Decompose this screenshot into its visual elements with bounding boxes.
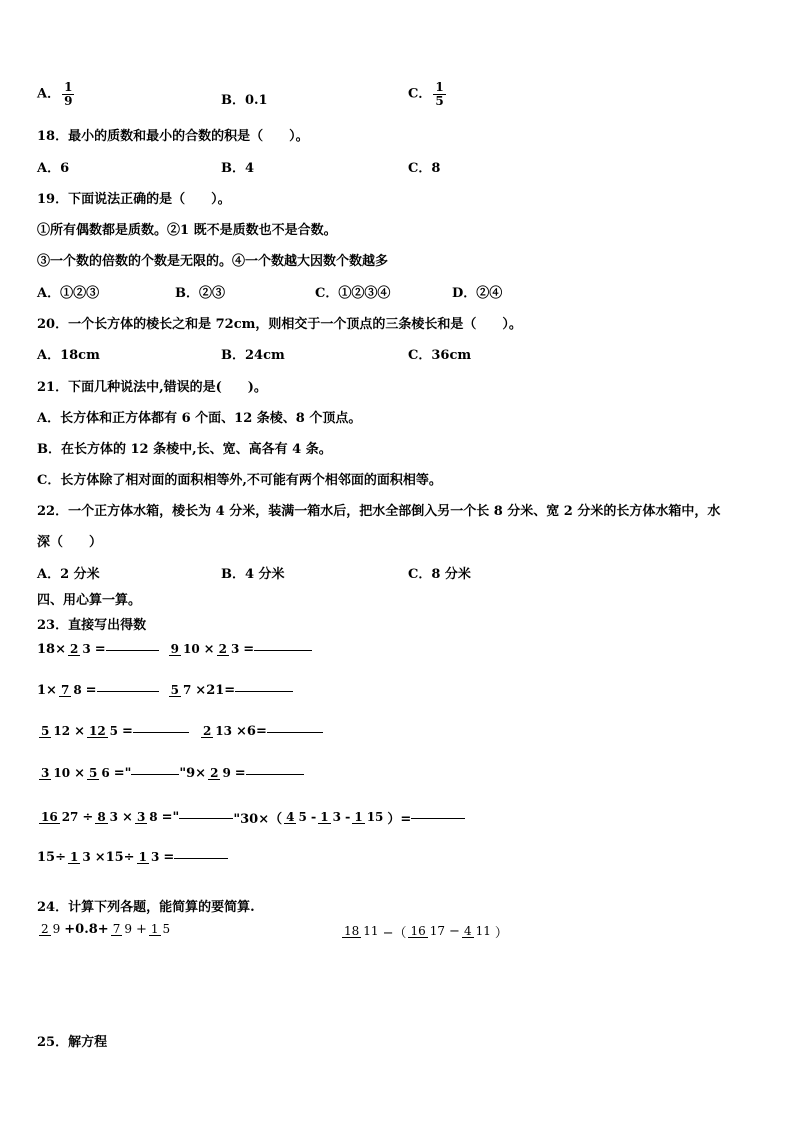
q20-option-a: A．18cm	[37, 348, 100, 363]
numerator: 1	[320, 809, 329, 824]
q25-stem: 25．解方程	[37, 1035, 108, 1050]
answer-blank[interactable]	[133, 731, 189, 733]
operator: ×	[74, 766, 85, 781]
numerator: 1	[138, 849, 147, 864]
expr-text: ×6=	[236, 724, 267, 739]
fraction	[39, 811, 80, 825]
equals-sign: ="	[113, 766, 132, 781]
fraction	[62, 81, 74, 107]
expr-text: −（	[382, 926, 407, 941]
q20-option-b: B．24cm	[221, 348, 285, 363]
denominator: 3	[109, 809, 119, 824]
fraction	[342, 925, 381, 939]
expr-text: "30×（	[233, 812, 283, 827]
operator: ×	[74, 724, 85, 739]
fraction	[68, 643, 93, 657]
expr-text: ）=	[387, 812, 412, 827]
fraction	[169, 684, 194, 698]
q22-stem-line-2: 深（ ）	[37, 535, 103, 550]
fraction	[39, 767, 72, 781]
denominator: 9	[124, 921, 132, 936]
q19-stem: 19．下面说法正确的是（ ）。	[37, 192, 231, 207]
numerator: 4	[286, 809, 295, 824]
answer-blank[interactable]	[97, 690, 159, 692]
fraction	[95, 811, 120, 825]
q23-stem: 23．直接写出得数	[37, 618, 147, 633]
q24-stem: 24．计算下列各题，能简算的要简算.	[37, 900, 255, 915]
q22-stem-line-1: 22．一个正方体水箱，棱长为 4 分米，装满一箱水后，把水全部倒入另一个长 8 分米、宽 2 分米的长方体水箱中，水	[37, 504, 721, 519]
denominator: 7	[182, 682, 192, 697]
denominator: 9	[64, 93, 73, 108]
equals-sign: =	[122, 724, 133, 739]
numerator: 16	[41, 809, 58, 824]
operator: ×	[203, 642, 215, 657]
operator: +	[135, 922, 147, 937]
fraction	[208, 767, 233, 781]
q23-row-4	[37, 766, 304, 781]
q22-option-b: B．4 分米	[221, 567, 285, 582]
q19-option-d: D．②④	[452, 286, 503, 301]
answer-blank[interactable]	[235, 690, 293, 692]
operator: −	[449, 924, 460, 939]
numerator: 5	[170, 682, 179, 697]
q23-row-3	[37, 724, 323, 739]
fraction	[135, 811, 160, 825]
expr-text: ）	[494, 926, 508, 941]
q21-option-c: C．长方体除了相对面的面积相等外,不可能有两个相邻面的面积相等。	[37, 473, 442, 488]
q19-option-a: A．①②③	[37, 286, 100, 301]
answer-blank[interactable]	[411, 817, 465, 819]
denominator: 6	[101, 765, 110, 780]
answer-blank[interactable]	[106, 649, 159, 651]
numerator: 1	[354, 809, 363, 824]
q23-row-1	[37, 642, 312, 657]
denominator: 10	[182, 641, 200, 656]
q18-option-c: C．8	[408, 161, 441, 176]
q19-statement-1: ①所有偶数都是质数。②1 既不是质数也不是合数。	[37, 223, 337, 238]
denominator: 11	[363, 923, 379, 938]
q24-expression-2	[340, 922, 508, 941]
numerator: 1	[435, 80, 444, 94]
operator: -	[310, 810, 317, 825]
q21-option-b: B．在长方体的 12 条棱中,长、宽、高各有 4 条。	[37, 442, 332, 457]
numerator: 2	[218, 641, 227, 656]
answer-blank[interactable]	[174, 857, 228, 859]
denominator: 17	[429, 923, 446, 938]
q22-option-c: C．8 分米	[408, 567, 471, 582]
denominator: 5	[162, 921, 171, 936]
denominator: 3	[150, 849, 160, 864]
equals-sign: =	[163, 850, 175, 865]
answer-blank[interactable]	[246, 773, 304, 775]
q18-stem: 18．最小的质数和最小的合数的积是（ ）。	[37, 129, 309, 144]
q17-option-a	[37, 81, 76, 107]
expr-text: ×21=	[195, 683, 236, 698]
equals-sign: =	[243, 642, 255, 657]
expr-text: +0.8+	[64, 922, 109, 937]
equals-sign: ="	[161, 810, 180, 825]
fraction	[352, 811, 385, 825]
fraction	[87, 767, 112, 781]
equals-sign: =	[94, 642, 106, 657]
fraction	[433, 81, 445, 107]
expr-text: 18×	[37, 642, 66, 657]
fraction	[169, 643, 202, 657]
q19-statement-2: ③一个数的倍数的个数是无限的。④一个数越大因数个数越多	[37, 254, 389, 269]
fraction	[408, 925, 447, 939]
fraction	[39, 923, 62, 937]
fraction	[68, 851, 93, 865]
fraction	[149, 923, 172, 937]
q20-option-c: C．36cm	[408, 348, 472, 363]
numerator: 5	[41, 723, 50, 738]
q18-option-a: A．6	[37, 161, 70, 176]
operator: ×	[122, 810, 133, 825]
numerator: 5	[88, 765, 98, 780]
q20-stem: 20．一个长方体的棱长之和是 72cm，则相交于一个顶点的三条棱长和是（ ）。	[37, 317, 522, 332]
numerator: 2	[210, 765, 219, 780]
fraction	[462, 925, 493, 939]
denominator: 5	[298, 809, 307, 824]
numerator: 8	[97, 809, 106, 824]
answer-blank[interactable]	[179, 817, 233, 819]
expr-text: ×15÷	[94, 850, 135, 865]
option-prefix: A．	[37, 86, 61, 102]
fraction	[39, 725, 72, 739]
numerator: 18	[344, 923, 360, 938]
denominator: 5	[435, 93, 444, 108]
fraction	[201, 725, 234, 739]
denominator: 15	[366, 809, 384, 824]
denominator: 9	[52, 921, 61, 936]
numerator: 1	[64, 80, 73, 94]
q22-option-a: A．2 分米	[37, 567, 100, 582]
expr-text: "9×	[179, 766, 207, 781]
numerator: 7	[60, 682, 70, 697]
fraction	[137, 851, 162, 865]
denominator: 13	[215, 723, 232, 738]
denominator: 10	[53, 765, 71, 780]
numerator: 4	[463, 923, 472, 938]
denominator: 27	[61, 809, 79, 824]
fraction	[284, 811, 309, 825]
fraction	[318, 811, 343, 825]
denominator: 3	[82, 849, 91, 864]
fraction	[87, 725, 120, 739]
equals-sign: =	[85, 683, 97, 698]
numerator: 2	[41, 921, 49, 936]
numerator: 2	[202, 723, 212, 738]
q24-expression-1	[37, 922, 174, 937]
answer-blank[interactable]	[254, 649, 312, 651]
expr-text: 15÷	[37, 850, 66, 865]
numerator: 16	[410, 923, 426, 938]
section-heading: 四、用心算一算。	[37, 593, 142, 608]
q23-row-5	[37, 808, 465, 827]
operator: -	[344, 810, 351, 825]
numerator: 3	[136, 809, 146, 824]
numerator: 3	[41, 765, 50, 780]
numerator: 9	[170, 641, 179, 656]
q21-stem: 21．下面几种说法中,错误的是( )。	[37, 380, 267, 395]
answer-blank[interactable]	[131, 773, 179, 775]
equals-sign: =	[234, 766, 246, 781]
fraction	[217, 643, 242, 657]
numerator: 1	[69, 849, 79, 864]
q19-option-b: B．②③	[175, 286, 225, 301]
denominator: 9	[222, 765, 231, 780]
q19-option-c: C．①②③④	[315, 286, 391, 301]
denominator: 5	[109, 723, 119, 738]
denominator: 12	[53, 723, 71, 738]
q17-option-b: B．0.1	[221, 93, 268, 108]
denominator: 3	[230, 641, 240, 656]
operator: ÷	[82, 810, 94, 825]
denominator: 3	[332, 809, 341, 824]
expr-text: 1×	[37, 683, 57, 698]
numerator: 1	[150, 921, 159, 936]
fraction	[111, 923, 134, 937]
q17-option-c	[408, 81, 448, 107]
denominator: 11	[475, 923, 491, 938]
denominator: 8	[73, 682, 82, 697]
fraction	[59, 684, 84, 698]
q23-row-6	[37, 850, 228, 865]
numerator: 7	[112, 921, 121, 936]
q21-option-a: A．长方体和正方体都有 6 个面、12 条棱、8 个顶点。	[37, 411, 362, 426]
option-prefix: C．	[408, 86, 432, 102]
answer-blank[interactable]	[267, 731, 323, 733]
numerator: 12	[88, 723, 106, 738]
q18-option-b: B．4	[221, 161, 255, 176]
denominator: 8	[149, 809, 158, 824]
q23-row-2	[37, 683, 293, 698]
numerator: 2	[69, 641, 79, 656]
denominator: 3	[82, 641, 91, 656]
